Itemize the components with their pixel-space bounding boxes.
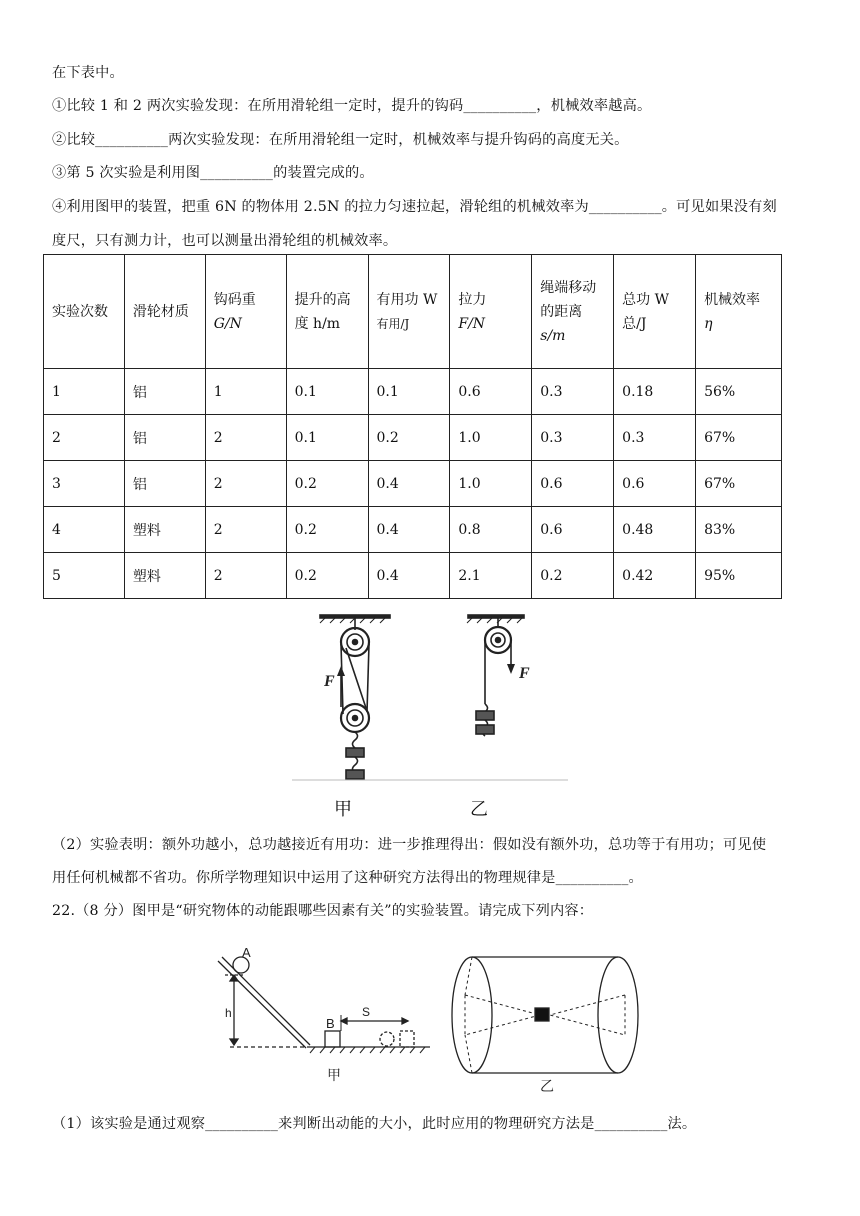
table-cell: 塑料	[124, 553, 205, 599]
text-line-2: ①比较 1 和 2 两次实验发现：在所用滑轮组一定时，提升的钩码__________，机械效率越高。	[52, 98, 652, 114]
text-line-5: ④利用图甲的装置，把重 6N 的物体用 2.5N 的拉力匀速拉起，滑轮组的机械效率为__________。可见如果没有刻	[52, 199, 777, 215]
table-cell: 95%	[696, 553, 782, 599]
label-a: A	[242, 945, 251, 960]
table-cell: 4	[44, 507, 125, 553]
caption-jia: 甲	[334, 799, 352, 820]
table-cell: 5	[44, 553, 125, 599]
table-cell: 0.4	[368, 461, 450, 507]
header-useful-work: 有用功 W 有用/J	[368, 255, 450, 369]
table-cell: 0.6	[450, 369, 532, 415]
table-cell: 0.6	[532, 507, 614, 553]
header-total-work: 总功 W总/J	[614, 255, 696, 369]
table-cell: 0.3	[532, 415, 614, 461]
table-row	[44, 553, 782, 599]
table-row	[44, 415, 782, 461]
para2-line-1: （2）实验表明：额外功越小，总功越接近有用功：进一步推理得出：假如没有额外功，总功等于有用功；可见使	[52, 837, 767, 853]
kinetic-energy-figure	[210, 945, 650, 1095]
label-s: S	[362, 1005, 371, 1019]
table-cell: 1.0	[450, 415, 532, 461]
label-b: B	[326, 1016, 335, 1031]
table-row	[44, 461, 782, 507]
header-efficiency: 机械效率 η	[696, 255, 782, 369]
force-arrow-yi	[507, 664, 530, 682]
table-cell: 2	[205, 415, 286, 461]
table-cell: 0.2	[532, 553, 614, 599]
caption-fig2-jia: 甲	[327, 1067, 341, 1083]
table-cell: 2	[44, 415, 125, 461]
caption-fig2-yi: 乙	[540, 1078, 554, 1094]
header-force: 拉力 F/N	[450, 255, 532, 369]
header-height: 提升的高 度 h/m	[286, 255, 368, 369]
table-cell: 0.6	[532, 461, 614, 507]
text-line-4: ③第 5 次实验是利用图__________的装置完成的。	[52, 165, 374, 181]
header-material: 滑轮材质	[124, 255, 205, 369]
pulley-system-jia	[320, 615, 390, 779]
pulley-system-yi	[467, 615, 524, 736]
text-line-1: 在下表中。	[52, 65, 124, 81]
table-cell: 3	[44, 461, 125, 507]
table-cell: 0.48	[614, 507, 696, 553]
table-cell: 0.8	[450, 507, 532, 553]
para2-line-2: 用任何机械都不省功。你所学物理知识中运用了这种研究方法得出的物理规律是__________。	[52, 870, 643, 886]
table-cell: 0.42	[614, 553, 696, 599]
table-cell: 0.1	[286, 369, 368, 415]
header-trial: 实验次数	[44, 255, 125, 369]
header-weight: 钩码重 G/N	[205, 255, 286, 369]
table-cell: 2	[205, 507, 286, 553]
table-cell: 0.1	[286, 415, 368, 461]
table-cell: 56%	[696, 369, 782, 415]
svg-text:F: F	[519, 665, 530, 682]
table-cell: 0.18	[614, 369, 696, 415]
table-cell: 塑料	[124, 507, 205, 553]
incline-apparatus	[218, 957, 430, 1053]
table-row	[44, 507, 782, 553]
table-cell: 0.2	[286, 553, 368, 599]
pulley-figure	[280, 612, 580, 822]
table-cell: 1	[205, 369, 286, 415]
caption-yi: 乙	[470, 799, 488, 820]
table-cell: 0.3	[532, 369, 614, 415]
text-line-6: 度尺，只有测力计，也可以测量出滑轮组的机械效率。	[52, 233, 398, 249]
header-distance: 绳端移动 的距离 s/m	[532, 255, 614, 369]
table-cell: 83%	[696, 507, 782, 553]
table-cell: 1.0	[450, 461, 532, 507]
svg-text:F: F	[324, 673, 335, 690]
table-cell: 67%	[696, 415, 782, 461]
table-cell: 0.2	[286, 461, 368, 507]
label-h: h	[225, 1006, 232, 1020]
experiment-table	[43, 254, 782, 599]
table-cell: 67%	[696, 461, 782, 507]
table-cell: 0.4	[368, 507, 450, 553]
table-cell: 铝	[124, 369, 205, 415]
text-line-3: ②比较__________两次实验发现：在所用滑轮组一定时，机械效率与提升钩码的高度无关。	[52, 132, 629, 148]
table-cell: 0.2	[368, 415, 450, 461]
question-22: 22.（8 分）图甲是“研究物体的动能跟哪些因素有关”的实验装置。请完成下列内容：	[52, 903, 594, 919]
table-header-row	[44, 255, 782, 369]
table-cell: 铝	[124, 461, 205, 507]
question-22-1: （1）该实验是通过观察__________来判断出动能的大小，此时应用的物理研究方法是__________法。	[52, 1116, 697, 1132]
table-cell: 2	[205, 461, 286, 507]
table-cell: 0.4	[368, 553, 450, 599]
table-cell: 2	[205, 553, 286, 599]
table-cell: 0.1	[368, 369, 450, 415]
table-cell: 铝	[124, 415, 205, 461]
table-cell: 0.6	[614, 461, 696, 507]
table-row	[44, 369, 782, 415]
cylinder-apparatus	[452, 957, 638, 1073]
table-cell: 0.2	[286, 507, 368, 553]
table-cell: 1	[44, 369, 125, 415]
table-cell: 2.1	[450, 553, 532, 599]
force-arrow-jia	[323, 666, 345, 707]
table-cell: 0.3	[614, 415, 696, 461]
